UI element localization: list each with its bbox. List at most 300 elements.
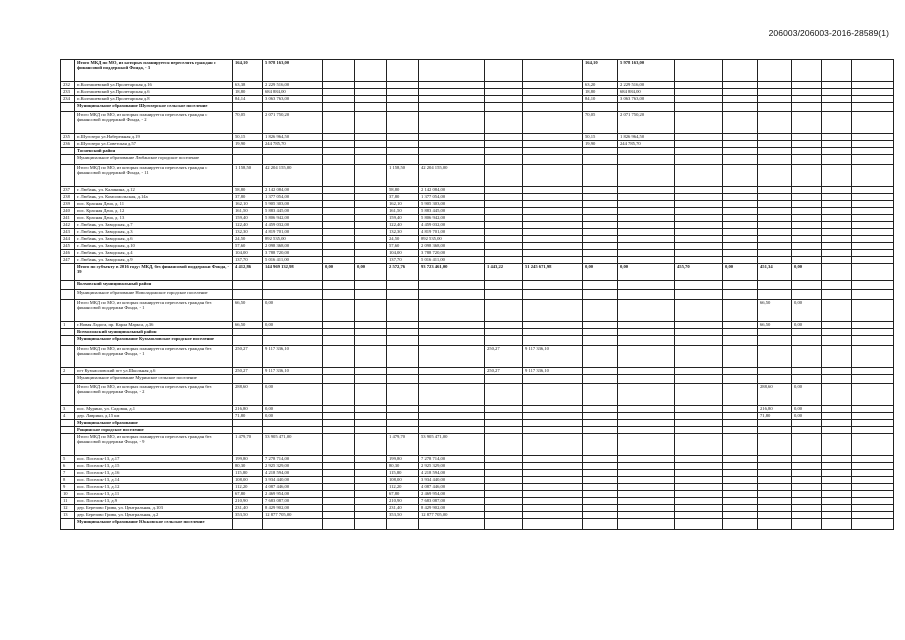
value-cell — [758, 519, 792, 530]
value-cell — [758, 201, 792, 208]
table-row — [61, 141, 894, 148]
value-cell: 1 377 054,00 — [263, 194, 323, 201]
row-number-cell: 5 — [61, 456, 75, 463]
value-cell — [675, 406, 723, 413]
value-cell — [852, 257, 894, 264]
value-cell — [792, 96, 822, 103]
value-cell — [618, 148, 675, 155]
value-cell — [387, 368, 419, 375]
value-cell: 353,50 — [387, 512, 419, 519]
value-cell — [419, 346, 485, 368]
value-cell — [792, 346, 822, 368]
value-cell: 4 218 594,00 — [263, 470, 323, 477]
value-cell — [523, 322, 583, 329]
value-cell — [387, 96, 419, 103]
value-cell — [675, 491, 723, 498]
value-cell: 70,05 — [583, 112, 618, 134]
value-cell — [792, 477, 822, 484]
value-cell — [758, 103, 792, 112]
value-cell — [355, 208, 387, 215]
value-cell — [618, 368, 675, 375]
table-row — [61, 329, 894, 336]
table-row — [61, 257, 894, 264]
value-cell — [387, 336, 419, 346]
value-cell: 4 412,86 — [233, 264, 263, 281]
value-cell — [355, 375, 387, 384]
value-cell — [387, 322, 419, 329]
value-cell — [485, 222, 523, 229]
value-cell — [355, 329, 387, 336]
value-cell — [723, 165, 758, 187]
value-cell — [618, 215, 675, 222]
value-cell — [822, 470, 852, 477]
value-cell — [723, 375, 758, 384]
value-cell — [675, 498, 723, 505]
value-cell — [758, 427, 792, 434]
value-cell — [618, 384, 675, 406]
value-cell: 0,00 — [723, 264, 758, 281]
value-cell — [852, 229, 894, 236]
value-cell — [822, 187, 852, 194]
table-row — [61, 406, 894, 413]
value-cell — [723, 215, 758, 222]
value-cell: 7 683 087,00 — [263, 498, 323, 505]
value-cell — [618, 484, 675, 491]
value-cell: 1 158,50 — [233, 165, 263, 187]
value-cell — [618, 470, 675, 477]
value-cell — [792, 456, 822, 463]
row-number-cell — [61, 290, 75, 300]
value-cell — [523, 222, 583, 229]
value-cell — [419, 134, 485, 141]
value-cell — [792, 491, 822, 498]
value-cell — [583, 384, 618, 406]
value-cell: 2 142 084,00 — [419, 187, 485, 194]
value-cell — [723, 103, 758, 112]
value-cell — [618, 155, 675, 165]
value-cell: 0,00 — [583, 264, 618, 281]
value-cell — [792, 257, 822, 264]
value-cell: 1 158,50 — [387, 165, 419, 187]
value-cell — [263, 427, 323, 434]
value-cell — [822, 456, 852, 463]
row-number-cell — [61, 60, 75, 82]
value-cell — [675, 250, 723, 257]
table-row — [61, 300, 894, 322]
row-number-cell — [61, 264, 75, 281]
value-cell — [618, 413, 675, 420]
value-cell — [419, 329, 485, 336]
table-row — [61, 155, 894, 165]
address-cell: Муниципальное образование Юкковское сельское поселение — [75, 519, 233, 530]
value-cell — [233, 420, 263, 427]
value-cell — [675, 187, 723, 194]
row-number-cell: 4 — [61, 413, 75, 420]
value-cell — [822, 243, 852, 250]
value-cell — [723, 250, 758, 257]
address-cell: Муниципальное образование Муринское сельское поселение — [75, 375, 233, 384]
value-cell — [583, 103, 618, 112]
value-cell — [355, 505, 387, 512]
value-cell — [822, 368, 852, 375]
value-cell — [822, 236, 852, 243]
value-cell: 3 063 763,00 — [618, 96, 675, 103]
value-cell: 66,50 — [233, 300, 263, 322]
value-cell — [723, 484, 758, 491]
value-cell — [852, 420, 894, 427]
resettlement-table — [60, 59, 894, 530]
value-cell — [263, 103, 323, 112]
value-cell — [723, 201, 758, 208]
value-cell — [822, 215, 852, 222]
value-cell — [485, 463, 523, 470]
value-cell — [792, 484, 822, 491]
value-cell — [822, 505, 852, 512]
value-cell — [758, 229, 792, 236]
value-cell — [618, 250, 675, 257]
value-cell — [355, 322, 387, 329]
value-cell — [323, 236, 355, 243]
table-row — [61, 505, 894, 512]
value-cell — [387, 60, 419, 82]
value-cell — [583, 322, 618, 329]
value-cell — [523, 96, 583, 103]
value-cell — [355, 165, 387, 187]
value-cell — [852, 456, 894, 463]
value-cell — [583, 208, 618, 215]
value-cell: 63,38 — [233, 82, 263, 89]
value-cell — [675, 148, 723, 155]
value-cell: 5 978 163,00 — [263, 60, 323, 82]
value-cell — [263, 155, 323, 165]
value-cell: 199,80 — [387, 456, 419, 463]
row-number-cell: 6 — [61, 463, 75, 470]
value-cell — [758, 222, 792, 229]
value-cell — [355, 420, 387, 427]
value-cell — [758, 165, 792, 187]
value-cell — [355, 89, 387, 96]
value-cell — [485, 519, 523, 530]
value-cell — [263, 336, 323, 346]
value-cell — [485, 208, 523, 215]
value-cell — [852, 336, 894, 346]
value-cell — [675, 322, 723, 329]
value-cell — [822, 165, 852, 187]
value-cell — [758, 155, 792, 165]
value-cell — [792, 134, 822, 141]
value-cell — [419, 290, 485, 300]
value-cell — [822, 112, 852, 134]
address-cell: пос. Поселок-13, д.16 — [75, 470, 233, 477]
value-cell — [675, 336, 723, 346]
address-cell: Муниципальное образование Любанское городское поселение — [75, 155, 233, 165]
value-cell — [618, 222, 675, 229]
value-cell — [323, 229, 355, 236]
value-cell — [323, 519, 355, 530]
value-cell — [485, 165, 523, 187]
value-cell — [583, 194, 618, 201]
value-cell — [675, 456, 723, 463]
value-cell — [523, 112, 583, 134]
value-cell — [618, 519, 675, 530]
value-cell — [618, 229, 675, 236]
value-cell: 5 806 942,00 — [419, 215, 485, 222]
value-cell — [523, 208, 583, 215]
value-cell — [758, 477, 792, 484]
value-cell: 18,80 — [233, 89, 263, 96]
table-row — [61, 89, 894, 96]
row-number-cell: 240 — [61, 208, 75, 215]
value-cell — [233, 148, 263, 155]
value-cell: 159,40 — [233, 215, 263, 222]
value-cell: 2 469 954,00 — [263, 491, 323, 498]
address-cell: п.Шугозеро ул.Советская д.57 — [75, 141, 233, 148]
value-cell — [485, 384, 523, 406]
value-cell — [263, 290, 323, 300]
row-number-cell: 232 — [61, 82, 75, 89]
value-cell — [387, 346, 419, 368]
value-cell — [792, 112, 822, 134]
value-cell — [822, 427, 852, 434]
address-cell: Волховский муниципальный район — [75, 281, 233, 290]
value-cell — [792, 215, 822, 222]
value-cell — [419, 519, 485, 530]
value-cell — [822, 484, 852, 491]
value-cell — [852, 491, 894, 498]
address-cell: Муниципальное образование — [75, 420, 233, 427]
value-cell: 4 087 446,00 — [419, 484, 485, 491]
value-cell — [355, 290, 387, 300]
value-cell — [485, 250, 523, 257]
value-cell — [583, 406, 618, 413]
value-cell — [387, 427, 419, 434]
value-cell — [485, 406, 523, 413]
value-cell — [723, 222, 758, 229]
value-cell — [355, 463, 387, 470]
value-cell — [419, 96, 485, 103]
value-cell — [618, 375, 675, 384]
value-cell: 80,30 — [387, 463, 419, 470]
value-cell — [618, 512, 675, 519]
value-cell: 4 218 594,00 — [419, 470, 485, 477]
value-cell — [852, 498, 894, 505]
value-cell — [523, 103, 583, 112]
value-cell — [523, 229, 583, 236]
value-cell — [852, 208, 894, 215]
value-cell — [387, 300, 419, 322]
row-number-cell — [61, 281, 75, 290]
row-number-cell: 238 — [61, 194, 75, 201]
value-cell — [792, 512, 822, 519]
address-cell: п.Колташевский ул.Пролетарская д.16 — [75, 82, 233, 89]
value-cell — [852, 470, 894, 477]
table-row — [61, 187, 894, 194]
value-cell — [723, 257, 758, 264]
value-cell — [618, 427, 675, 434]
value-cell — [583, 243, 618, 250]
address-cell: пос. Красная Дача, д. 12 — [75, 208, 233, 215]
value-cell — [323, 427, 355, 434]
value-cell: 18,80 — [583, 89, 618, 96]
value-cell: 9 117 336,10 — [523, 346, 583, 368]
value-cell — [323, 155, 355, 165]
value-cell: 892 535,00 — [419, 236, 485, 243]
value-cell — [852, 384, 894, 406]
value-cell — [485, 243, 523, 250]
row-number-cell — [61, 346, 75, 368]
value-cell — [323, 134, 355, 141]
value-cell: 0,00 — [792, 322, 822, 329]
value-cell: 2 071 750,20 — [263, 112, 323, 134]
value-cell — [233, 155, 263, 165]
value-cell — [822, 281, 852, 290]
value-cell: 58,80 — [387, 187, 419, 194]
value-cell: 0,00 — [792, 413, 822, 420]
value-cell: 115,80 — [233, 470, 263, 477]
value-cell — [583, 484, 618, 491]
row-number-cell: 242 — [61, 222, 75, 229]
value-cell: 132,30 — [233, 229, 263, 236]
row-number-cell: 246 — [61, 250, 75, 257]
value-cell — [523, 141, 583, 148]
value-cell — [618, 281, 675, 290]
value-cell — [323, 257, 355, 264]
value-cell — [583, 434, 618, 456]
value-cell: 93 723 461,00 — [419, 264, 485, 281]
value-cell: 7 683 087,00 — [419, 498, 485, 505]
value-cell: 112,20 — [233, 484, 263, 491]
value-cell — [485, 187, 523, 194]
value-cell — [792, 519, 822, 530]
value-cell — [419, 384, 485, 406]
value-cell: 210,90 — [387, 498, 419, 505]
value-cell — [675, 463, 723, 470]
value-cell — [263, 519, 323, 530]
value-cell — [792, 375, 822, 384]
value-cell — [523, 243, 583, 250]
row-number-cell — [61, 375, 75, 384]
value-cell — [323, 368, 355, 375]
value-cell — [852, 519, 894, 530]
value-cell: 2 229 516,00 — [263, 82, 323, 89]
value-cell — [485, 281, 523, 290]
table-row — [61, 484, 894, 491]
value-cell — [523, 82, 583, 89]
value-cell — [618, 201, 675, 208]
row-number-cell: 12 — [61, 505, 75, 512]
value-cell — [419, 406, 485, 413]
value-cell — [822, 329, 852, 336]
value-cell: 1 479,70 — [387, 434, 419, 456]
value-cell — [675, 165, 723, 187]
value-cell — [792, 336, 822, 346]
value-cell — [822, 434, 852, 456]
value-cell — [323, 346, 355, 368]
value-cell — [618, 165, 675, 187]
address-cell: пос. Поселок-13, д.12 — [75, 484, 233, 491]
value-cell: 71,80 — [758, 413, 792, 420]
value-cell — [852, 103, 894, 112]
row-number-cell: 235 — [61, 134, 75, 141]
table-row — [61, 336, 894, 346]
value-cell — [758, 484, 792, 491]
value-cell — [263, 148, 323, 155]
value-cell — [792, 290, 822, 300]
value-cell — [323, 141, 355, 148]
value-cell — [675, 194, 723, 201]
value-cell — [723, 498, 758, 505]
value-cell — [675, 434, 723, 456]
value-cell — [523, 463, 583, 470]
value-cell — [675, 236, 723, 243]
address-cell: Рощинское городское поселение — [75, 427, 233, 434]
value-cell — [355, 336, 387, 346]
value-cell: 104,00 — [387, 250, 419, 257]
value-cell — [583, 477, 618, 484]
address-cell: дер. Березово Грива, ул. Центральная, д.2 — [75, 512, 233, 519]
value-cell — [618, 505, 675, 512]
value-cell — [233, 103, 263, 112]
value-cell — [852, 290, 894, 300]
value-cell — [323, 300, 355, 322]
value-cell: 2 142 084,00 — [263, 187, 323, 194]
value-cell — [583, 470, 618, 477]
address-cell: Итого МКД по МО, из которых планируется переселять граждан с финансовой поддержкой Фонда, - 2 — [75, 112, 233, 134]
value-cell — [233, 375, 263, 384]
value-cell — [618, 463, 675, 470]
address-cell: Тосненский район — [75, 148, 233, 155]
value-cell — [852, 484, 894, 491]
table-row — [61, 281, 894, 290]
value-cell — [723, 384, 758, 406]
value-cell — [792, 250, 822, 257]
value-cell: 4 087 446,00 — [263, 484, 323, 491]
value-cell — [419, 82, 485, 89]
value-cell — [618, 208, 675, 215]
value-cell — [323, 194, 355, 201]
value-cell — [323, 187, 355, 194]
row-number-cell: 239 — [61, 201, 75, 208]
value-cell — [355, 456, 387, 463]
value-cell — [723, 368, 758, 375]
value-cell: 2 098 368,00 — [263, 243, 323, 250]
value-cell — [419, 368, 485, 375]
value-cell — [675, 155, 723, 165]
value-cell — [618, 300, 675, 322]
row-number-cell: 13 — [61, 512, 75, 519]
value-cell — [523, 420, 583, 427]
value-cell — [852, 236, 894, 243]
value-cell — [852, 222, 894, 229]
value-cell: 122,40 — [233, 222, 263, 229]
value-cell — [485, 155, 523, 165]
value-cell: 80,30 — [233, 463, 263, 470]
value-cell: 19,90 — [583, 141, 618, 148]
value-cell: 50,15 — [583, 134, 618, 141]
value-cell — [675, 329, 723, 336]
value-cell — [323, 384, 355, 406]
value-cell — [485, 491, 523, 498]
row-number-cell: 245 — [61, 243, 75, 250]
value-cell — [355, 498, 387, 505]
value-cell — [355, 112, 387, 134]
value-cell — [523, 505, 583, 512]
value-cell — [792, 194, 822, 201]
value-cell — [583, 250, 618, 257]
value-cell — [523, 290, 583, 300]
value-cell: 4 459 032,00 — [263, 222, 323, 229]
value-cell — [852, 512, 894, 519]
